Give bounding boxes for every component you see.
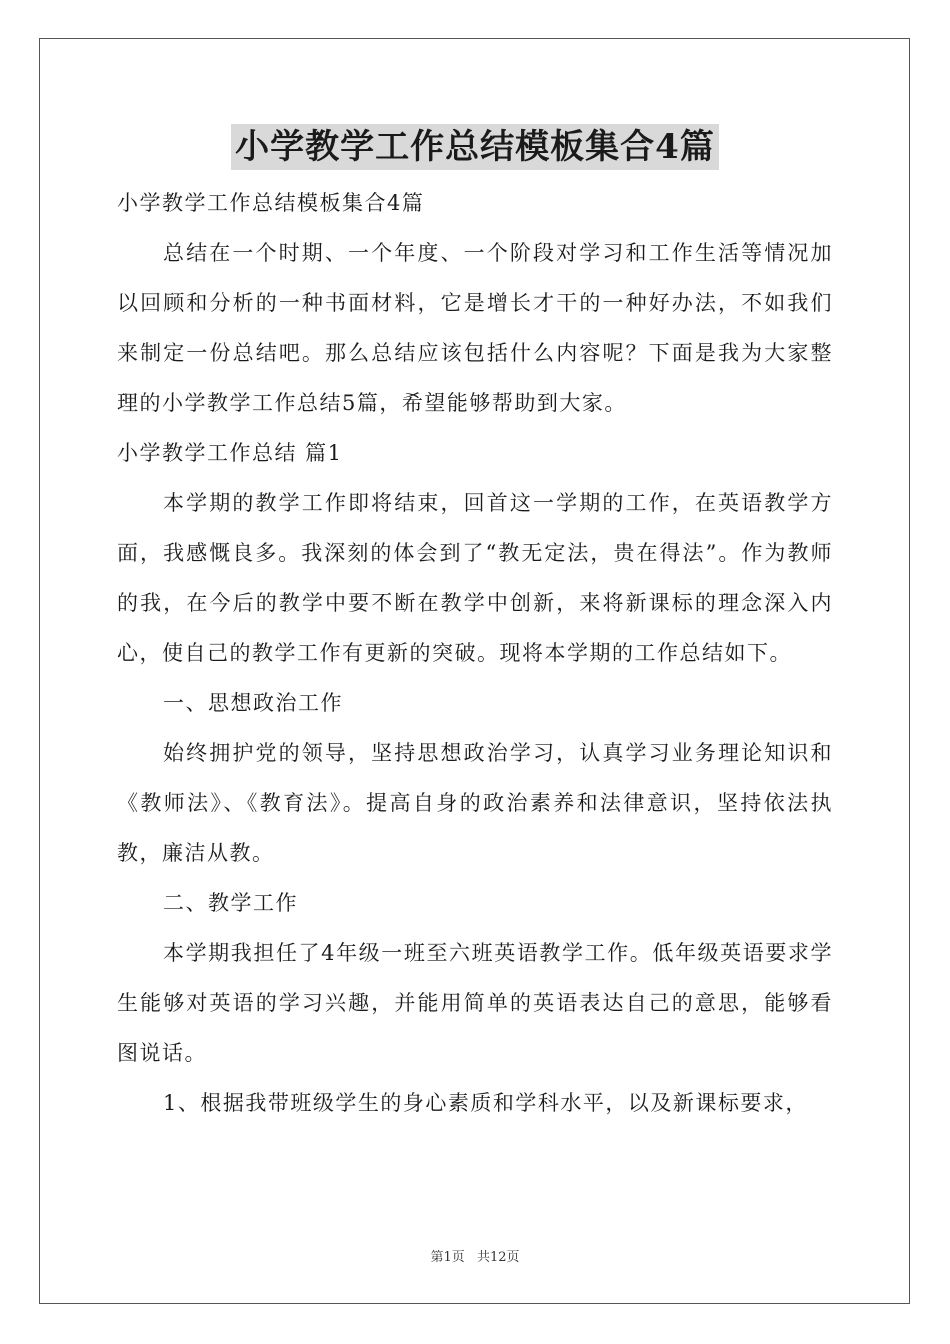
subsection-heading: 一、思想政治工作 (163, 691, 343, 715)
subsection-heading: 二、教学工作 (163, 891, 298, 915)
page-footer (0, 1246, 950, 1265)
subtitle-paragraph: 小学教学工作总结模板集合4篇 (117, 191, 425, 215)
page-number: 第1页 (430, 1250, 465, 1265)
body-paragraph: 1、根据我带班级学生的身心素质和学科水平，以及新课标要求， (163, 1091, 808, 1115)
document-title: 小学教学工作总结模板集合4篇 (231, 124, 719, 170)
title-container (0, 124, 950, 170)
document-body (117, 178, 833, 1128)
body-paragraph: 本学期的教学工作即将结束，回首这一学期的工作，在英语教学方面，我感慨良多。我深刻的体会到了“教无定法，贵在得法”。作为教师的我，在今后的教学中要不断在教学中创新，来将新课标的理念深入内心，使自己的教学工作有更新的突破。现将本学期的工作总结如下。 (117, 491, 833, 665)
body-paragraph: 本学期我担任了4年级一班至六班英语教学工作。低年级英语要求学生能够对英语的学习兴趣，并能用简单的英语表达自己的意思，能够看图说话。 (117, 941, 833, 1065)
body-paragraph: 始终拥护党的领导，坚持思想政治学习，认真学习业务理论知识和《教师法》、《教育法》。提高自身的政治素养和法律意识，坚持依法执教，廉洁从教。 (117, 741, 833, 865)
intro-paragraph: 总结在一个时期、一个年度、一个阶段对学习和工作生活等情况加以回顾和分析的一种书面材料，它是增长才干的一种好办法，不如我们来制定一份总结吧。那么总结应该包括什么内容呢？下面是我为大家整理的小学教学工作总结5篇，希望能够帮助到大家。 (117, 241, 833, 415)
section-heading: 小学教学工作总结 篇1 (117, 441, 343, 465)
page-total: 共12页 (476, 1250, 520, 1265)
